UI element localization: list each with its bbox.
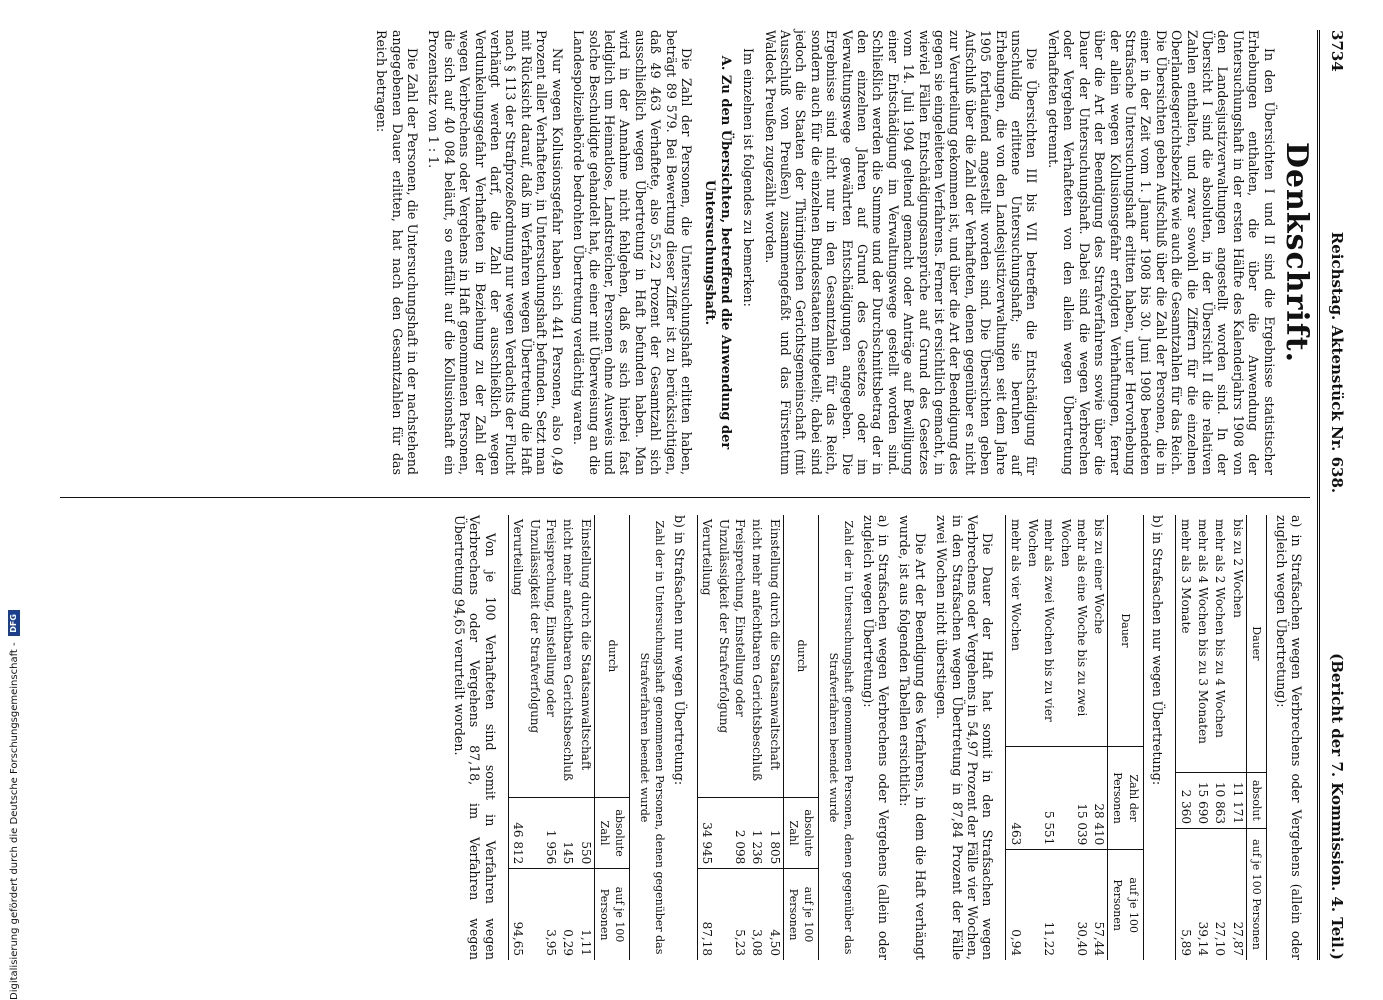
table-header: auf je 100 Personen (1246, 829, 1266, 960)
subsection-title: a) in Strafsachen wegen Verbrechens oder Vergehens (allein oder zugleich wegen Übertretung): (860, 515, 892, 960)
table-termination-crimes (697, 515, 820, 960)
table-cell: mehr als zwei Wochen bis zu vier Wochen (1026, 519, 1056, 722)
paragraph: In den Übersichten I und II sind die Ergebnisse statistischer Erhebungen enthalten, die über die Anwendung der Untersuchungshaft in der ersten Hälfte des Kalenderjahrs 1908 von den Landesjustizverwaltungen angestellt worden sind. In der Übersicht I sind die absoluten, in der Übersicht II die relativen Zahlen enthalten, und zwar sowohl die Ziffern für die einzelnen Oberlandesgerichtsbezirke wie auch die Gesamtzahlen für das Reich. Die Übersichten geben Aufschluß über die Zahl der Personen, die in einer in der Zeit vom 1. Januar 1908 bis 30. Juni 1908 beendeten Strafsache Untersuchungshaft erlitten haben, unter Hervorhebung der allein wegen Kollusionsgefahr erfolgten Verhaftungen, ferner über die Art der Beendigung des Strafverfahrens sowie über die Dauer der Untersuchungshaft. Dabei sind die wegen Verbrechen oder Vergehen Verhafteten von den allein wegen Übertretung Verhafteten getrennt. (1045, 30, 1277, 475)
column-divider (60, 497, 1310, 498)
table-cell: 1,11 (576, 869, 594, 960)
table-row (1006, 515, 1024, 960)
table-cell: 28 410 (1090, 746, 1108, 849)
paragraph: Die Dauer der Haft hat somit in den Strafsachen wegen Verbrechens oder Vergehens in 54,97 Prozent der Fälle vier Wochen, in den Strafsachen wegen Übertretung in 87,84 Prozent der Fälle zwei Wochen nicht überstiegen. (934, 515, 996, 960)
table-header: Dauer (1246, 515, 1266, 772)
subsection-title: b) in Strafsachen nur wegen Übertretung: (1150, 515, 1166, 786)
table-cell: 1 236 (748, 797, 765, 868)
table-cell: bis zu 2 Wochen (1230, 519, 1245, 618)
table-row (748, 515, 765, 960)
table-header: auf je 100 Personen (1107, 850, 1143, 960)
rotated-document-page (40, 0, 1350, 990)
table-cell: 34 945 (697, 797, 715, 868)
table-cell: 27,87 (1228, 829, 1246, 960)
table-row (1228, 515, 1246, 960)
table-cell: mehr als eine Woche bis zu zwei Wochen (1059, 519, 1089, 717)
subsection-title: b) in Strafsachen nur wegen Übertretung: (671, 515, 687, 786)
table-cell: 463 (1006, 746, 1024, 849)
table-row (715, 515, 748, 960)
right-column (445, 515, 1310, 960)
table-duration-crimes (1175, 515, 1267, 960)
table-header: Dauer (1107, 515, 1143, 746)
table-row (508, 515, 526, 960)
credit-text: Digitalisierung gefördert durch die Deutsche Forschungsgemeinschaft - (8, 642, 20, 1000)
table-cell: 5 551 (1024, 746, 1057, 849)
section-heading: A. Zu den Übersichten, betreffend die Anwendung der Untersuchungshaft. (702, 55, 733, 450)
table-cell: 4,50 (765, 869, 783, 960)
table-header: absolute Zahl (783, 797, 819, 868)
table-cell: 57,44 (1090, 850, 1108, 960)
table-row (1194, 515, 1211, 960)
page-header (1320, 30, 1344, 960)
table-caption: Zahl der in Untersuchungshaft genommenen Personen, denen gegenüber das Strafverfahren beendet wurde (826, 520, 856, 955)
table-cell: nicht mehr anfechtbaren Gerichtsbeschluß (750, 519, 765, 781)
table-cell: Freisprechung, Einstellung oder Unzulässigkeit der Strafverfolgung (528, 519, 558, 734)
table-cell: Verurteilung (508, 515, 526, 797)
subsection-title: a) in Strafsachen wegen Verbrechens oder Vergehens (allein oder zugleich wegen Übertretung): (1273, 515, 1304, 960)
table-cell: 2 098 (715, 797, 748, 868)
table-cell: 11,22 (1024, 850, 1057, 960)
table-cell: 46 812 (508, 797, 526, 868)
table-row (526, 515, 559, 960)
table-cell: 0,29 (559, 869, 576, 960)
table-termination-offenses (508, 515, 631, 960)
document-title: Denkschrift. (1279, 141, 1314, 364)
table-cell: 550 (576, 797, 594, 868)
table-header: durch (594, 515, 630, 797)
table-row (1176, 515, 1194, 960)
table-header: absolute Zahl (594, 797, 630, 868)
left-column (368, 30, 1314, 475)
table-cell: 3,08 (748, 869, 765, 960)
table-cell: nicht mehr anfechtbaren Gerichtsbeschluß (561, 519, 576, 781)
table-cell: 39,14 (1194, 829, 1211, 960)
table-row (1211, 515, 1228, 960)
table-cell: mehr als 3 Monate (1176, 515, 1194, 772)
table-header: auf je 100 Personen (783, 869, 819, 960)
table-row (1024, 515, 1057, 960)
table-header: Zahl der Personen (1107, 746, 1143, 849)
header-center: Reichstag. Aktenstück Nr. 638. (1328, 231, 1346, 494)
table-cell: 145 (559, 797, 576, 868)
paragraph: Die Übersichten III bis VII betreffen die Entschädigung für unschuldig erlittene Untersuchungshaft; sie beruhen auf Erhebungen, die von den Landesjustizverwaltungen seit dem Jahre 1905 fortlaufend angestellt worden sind. Die Übersichten geben Aufschluß über die Zahl der Verhafteten, denen gegenüber es nicht zur Verurteilung gekommen ist, und über die Art der Beendigung des gegen sie eingeleiteten Verfahrens. Ferner ist ersichtlich gemacht, in wieviel Fällen Entschädigungsansprüche auf Grund des Gesetzes vom 14. Juli 1904 geltend gemacht oder Anträge auf Bewilligung einer Entschädigung im Verwaltungswege gestellt worden sind. Schließlich werden die Summe und der Durchschnittsbetrag der in den einzelnen Jahren auf Grund des Gesetzes oder im Verwaltungswege gewährten Entschädigungen angegeben. Die Ergebnisse sind nicht nur in den Gesamtzahlen für das Reich, sondern auch für die einzelnen Bundesstaaten mitgeteilt; dabei sind jedoch die Staaten der Thüringischen Gerichtsgemeinschaft (mit Ausschluß von Preußen) zusammengefaßt und das Fürstentum Waldeck Preußen zugezählt worden. (762, 30, 1040, 475)
table-header: durch (783, 515, 819, 797)
table-cell: 3,95 (526, 869, 559, 960)
table-cell: 15 690 (1194, 772, 1211, 828)
table-cell: Einstellung durch die Staatsanwaltschaft (578, 519, 593, 771)
table-cell: 5,23 (715, 869, 748, 960)
digitization-credit (6, 0, 22, 1000)
paragraph: Nur wegen Kollusionsgefahr haben sich 441 Personen, also 0,49 Prozent aller Verhafteten, in Untersuchungshaft befunden. Setzt man mit Rücksicht darauf, daß im Verfahren wegen Übertretung die Haft nach § 113 der Strafprozeßordnung nur wegen Verdachts der Flucht verhängt werden darf, die Zahl der ausschließlich wegen Verdunkelungsgefahr Verhafteten in Beziehung zu der Zahl der wegen Verbrechens oder Vergehens in Haft genommenen Personen, die sich auf 40 084 beläuft, so entfällt auf die Kollusionshaft ein Prozentsatz von 1 : 1. (426, 30, 565, 475)
dfg-logo-icon: DFG (8, 610, 20, 636)
table-cell: 1 805 (765, 797, 783, 868)
table-cell: 15 039 (1057, 746, 1090, 849)
table-cell: mehr als vier Wochen (1006, 515, 1024, 746)
table-row (1090, 515, 1108, 960)
closing-paragraph: Von je 100 Verhafteten sind somit in Verfahren wegen Verbrechens oder Vergehens 87,18, im Verfahren wegen Übertretung 94,65 verurteilt worden. (451, 515, 498, 960)
table-cell: 2 360 (1176, 772, 1194, 828)
table-cell: bis zu einer Woche (1091, 519, 1106, 634)
table-duration-offenses (1006, 515, 1144, 960)
table-row (697, 515, 715, 960)
table-cell: Freisprechung, Einstellung oder Unzulässigkeit der Strafverfolgung (717, 519, 747, 734)
table-cell: 10 863 (1211, 772, 1228, 828)
table-cell: Einstellung durch die Staatsanwaltschaft (767, 519, 782, 771)
table-cell: 0,94 (1006, 850, 1024, 960)
table-header: absolut (1246, 772, 1266, 828)
header-right: (Bericht der 7. Kommission. 4. Teil.) (1328, 653, 1346, 960)
table-caption: Zahl der in Untersuchungshaft genommenen Personen, denen gegenüber das Strafverfahren beendet wurde (637, 520, 667, 955)
table-cell: 5,89 (1176, 829, 1194, 960)
header-rule (1317, 30, 1320, 960)
table-cell: mehr als 2 Wochen bis zu 4 Wochen (1213, 519, 1228, 738)
paragraph: Im einzelnen ist folgendes zu bemerken: (741, 48, 757, 307)
table-cell: 94,65 (508, 869, 526, 960)
table-cell: 11 171 (1228, 772, 1246, 828)
paragraph: Die Zahl der Personen, die Untersuchungshaft erlitten haben, beträgt 89 579. Bei Bewertung dieser Ziffer ist zu berücksichtigen, daß 49 463 Verhaftete, also 55,22 Prozent der Gesamtzahl sich ausschließlich wegen Übertretung in Haft befunden haben. Man wird in der Annahme nicht fehlgehen, daß es sich hierbei fast lediglich um Heimatlose, Landstreicher, Personen ohne Ausweis und solche Beschuldigte gehandelt hat, die einer mit Überweisung an die Landespolizeibehörde bedrohten Übertretung verdächtig waren. (571, 30, 694, 475)
table-cell: mehr als 4 Wochen bis zu 3 Monaten (1195, 519, 1210, 744)
paragraph: Die Zahl der Personen, die Untersuchungshaft in der nachstehend angegebenen Dauer erlitten, hat nach den Gesamtzahlen für das Reich betragen: (374, 30, 421, 475)
page-number: 3734 (1328, 30, 1346, 72)
table-header: auf je 100 Personen (594, 869, 630, 960)
table-cell: 1 956 (526, 797, 559, 868)
table-row (576, 515, 594, 960)
table-cell: Verurteilung (697, 515, 715, 797)
table-row (765, 515, 783, 960)
table-row (1057, 515, 1090, 960)
table-cell: 87,18 (697, 869, 715, 960)
paragraph: Die Art der Beendigung des Verfahrens, in dem die Haft verhängt wurde, ist aus folgenden Tabellen ersichtlich: (897, 515, 928, 960)
table-row (559, 515, 576, 960)
table-cell: 30,40 (1057, 850, 1090, 960)
table-cell: 27,10 (1211, 829, 1228, 960)
